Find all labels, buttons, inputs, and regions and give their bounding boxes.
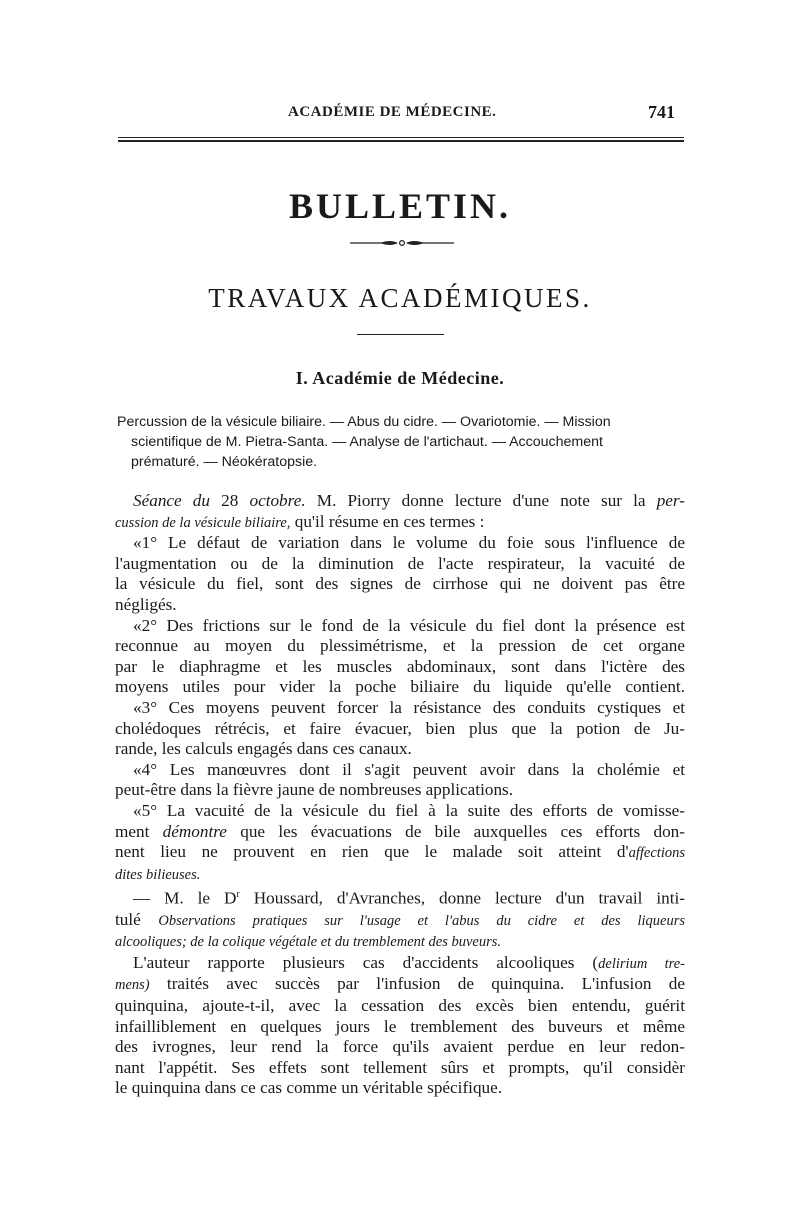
text-line: rande, les calculs engagés dans ces canaux.	[115, 739, 412, 759]
text-run: M. Piorry donne lecture d'une note sur la	[316, 491, 646, 510]
text-run: qu'il résume en ces termes :	[294, 511, 485, 531]
session-date: 28	[221, 491, 239, 510]
text-run: nent lieu ne prouvent en rien que le malade soit atteint d'	[115, 842, 629, 862]
superscript: r	[236, 889, 240, 901]
text-line	[115, 512, 685, 534]
text-line	[115, 931, 685, 953]
summary-line: Percussion de la vésicule biliaire. — Abus du cidre. — Ovariotomie. — Mission	[117, 414, 611, 430]
text-run-italic: dites bilieuses.	[115, 866, 201, 883]
subsection-heading: I. Académie de Médecine.	[295, 368, 505, 388]
text-run: — M. le D	[133, 889, 237, 909]
summary-line: prématuré. — Néokératopsie.	[131, 454, 318, 470]
text-line: négligés.	[115, 594, 177, 614]
text-line	[115, 953, 685, 975]
text-line	[115, 974, 685, 996]
text-line: «5° La vacuité de la vésicule du fiel à la suite des efforts de vomisse-	[133, 800, 685, 820]
text-line: des ivrognes, leur rend la force qu'ils avaient perdue en leur redon-	[115, 1037, 685, 1057]
text-run-italic: Observations pratiques sur l'usage et l'abus du cidre et des liqueurs	[158, 912, 686, 929]
text-line: la vésicule du fiel, sont des signes de cirrhose qui ne doivent pas être	[115, 574, 685, 594]
summary-block	[117, 412, 687, 472]
body-text	[115, 491, 685, 1099]
summary-line: scientifique de M. Pietra-Santa. — Analyse de l'artichaut. — Accouchement	[131, 434, 603, 450]
text-line: «2° Des frictions sur le fond de la vésicule du fiel dont la présence est	[133, 615, 685, 635]
text-line	[115, 885, 685, 909]
section-rule	[357, 334, 444, 335]
header-double-rule	[118, 137, 684, 142]
text-line: «4° Les manœuvres dont il s'agit peuvent avoir dans la cholémie et	[133, 759, 685, 779]
text-line: moyens utiles pour vider la poche biliaire du liquide qu'elle contient.	[115, 677, 685, 697]
text-line: «3° Ces moyens peuvent forcer la résistance des conduits cystiques et	[133, 697, 685, 717]
text-run: tulé	[115, 909, 141, 929]
text-run: ment	[115, 821, 150, 841]
running-header: ACADÉMIE DE MÉDECINE.	[288, 104, 497, 120]
text-line	[115, 842, 685, 864]
text-run-italic: per-	[656, 491, 685, 510]
session-label: Séance du	[133, 491, 210, 510]
text-run: Houssard, d'Avranches, donne lecture d'un travail inti-	[253, 889, 685, 909]
text-line: peut-être dans la fièvre jaune de nombreuses applications.	[115, 780, 514, 800]
text-run-italic: mens)	[115, 977, 150, 994]
text-line: quinquina, ajoute-t-il, avec la cessation des excès bien entendu, guérit	[115, 995, 685, 1015]
text-line	[115, 491, 685, 512]
session-month: octobre.	[249, 491, 306, 510]
ornamental-divider	[350, 238, 454, 248]
text-run-italic: affections	[628, 845, 685, 862]
text-line: nant l'appétit. Ses effets sont tellement sûrs et prompts, qu'il considèr	[115, 1057, 685, 1077]
text-run-italic: delirium tre-	[598, 955, 685, 972]
bulletin-title: BULLETIN.	[288, 186, 512, 226]
page-number: 741	[648, 102, 675, 122]
text-run: L'auteur rapporte plusieurs cas d'accidents alcooliques (	[133, 952, 599, 972]
text-line	[115, 910, 685, 932]
text-run-italic: alcooliques; de la colique végétale et du tremblement des buveurs.	[115, 934, 502, 951]
text-line: infailliblement en quelques jours le tremblement des buveurs et même	[115, 1016, 685, 1036]
text-line: reconnue au moyen du plessimétrisme, et la pression de cet organe	[115, 636, 685, 656]
text-line: le quinquina dans ce cas comme un véritable spécifique.	[115, 1078, 503, 1098]
text-run-italic: cussion de la vésicule biliaire,	[115, 514, 291, 531]
text-run: traités avec succès par l'infusion de quinquina. L'infusion de	[166, 974, 686, 994]
text-line	[115, 822, 685, 843]
text-line: par le diaphragme et les muscles abdominaux, sont dans l'ictère des	[115, 656, 685, 676]
text-run-italic: démontre	[162, 821, 227, 841]
text-line: cholédoques rétrécis, et faire évacuer, bien plus que la potion de Ju-	[115, 718, 685, 738]
text-line: l'augmentation ou de la diminution de l'acte respirateur, la vacuité de	[115, 553, 685, 573]
text-line: «1° Le défaut de variation dans le volume du foie sous l'influence de	[133, 533, 685, 553]
text-run: que les évacuations de bile auxquelles ces efforts don-	[240, 821, 685, 841]
section-title: TRAVAUX ACADÉMIQUES.	[208, 283, 592, 313]
text-line	[115, 864, 685, 886]
